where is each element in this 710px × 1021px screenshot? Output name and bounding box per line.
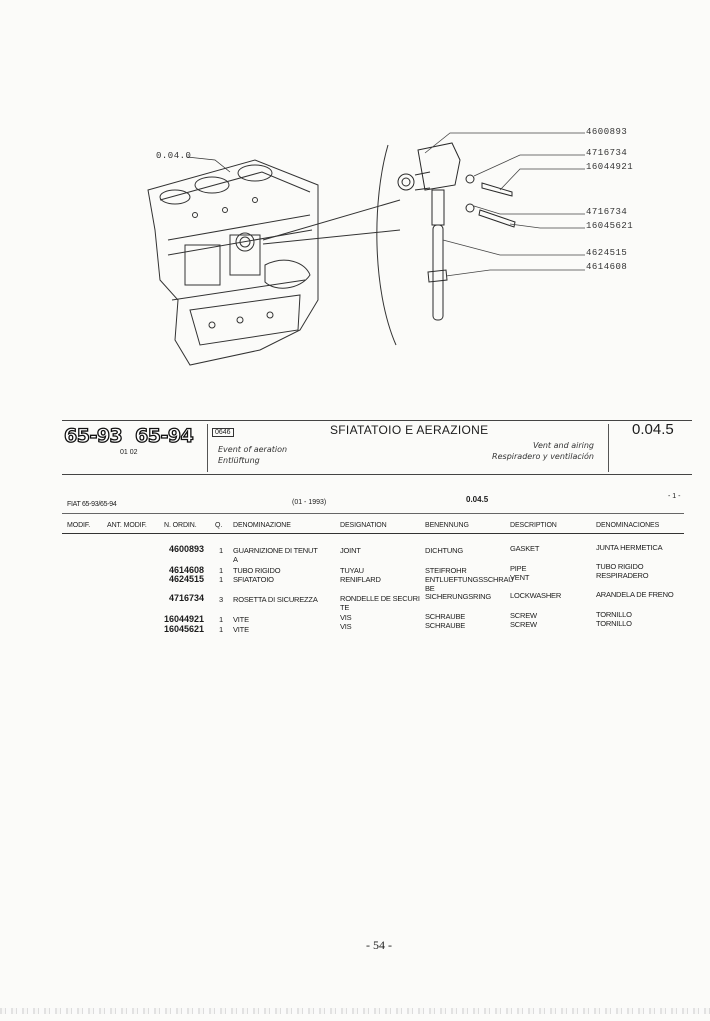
callout-4716734-a: 4716734 (586, 148, 628, 158)
group-label: 0.04.0 (156, 151, 192, 161)
callout-4614608: 4614608 (586, 262, 628, 272)
subtitle-english-2: Vent and airing (532, 441, 594, 450)
table-row-french: VIS (340, 613, 352, 622)
table-row-part-number: 4600893 (168, 544, 204, 554)
table-row-french: TUYAU (340, 566, 364, 575)
table-row-french: JOINT (340, 546, 361, 555)
table-row-german: SCHRAUBE (425, 621, 466, 630)
table-row-spanish: TUBO RIGIDO (596, 562, 644, 571)
header-top-rule (62, 420, 692, 421)
table-row-english: GASKET (510, 544, 540, 553)
table-row-qty: 1 (219, 575, 223, 584)
callout-16044921: 16044921 (586, 162, 634, 172)
callout-4624515: 4624515 (586, 248, 628, 258)
table-row-italian: VITE (233, 625, 249, 634)
table-row-french: RONDELLE DE SECURI TE (340, 594, 420, 612)
exploded-view-diagram (0, 0, 710, 400)
model-badge-1: 65-93 (64, 425, 123, 447)
table-row-english: VENT (510, 573, 530, 582)
catalog-reference: 0.04.5 (466, 495, 489, 504)
col-n-ordin: N. ORDIN. (164, 522, 197, 529)
table-row-qty: 1 (219, 615, 223, 624)
columns-top-rule (62, 513, 684, 514)
header-divider-left (207, 424, 208, 472)
model-date: 01 02 (120, 449, 138, 456)
col-german: BENENNUNG (425, 522, 469, 529)
catalog-date: (01 - 1993) (292, 499, 327, 506)
col-french: DESIGNATION (340, 522, 387, 529)
table-row-part-number: 16045621 (163, 624, 204, 634)
table-row-qty: 1 (219, 566, 223, 575)
subtitle-german: Entlüftung (218, 456, 260, 465)
table-row-part-number: 4716734 (168, 593, 204, 603)
sheet-number: - 1 - (668, 493, 681, 500)
table-row-german: DICHTUNG (425, 546, 463, 555)
callout-4600893: 4600893 (586, 127, 628, 137)
table-row-italian: GUARNIZIONE DI TENUT A (233, 546, 318, 564)
table-row-spanish: JUNTA HERMETICA (596, 543, 663, 552)
table-row-german: STEIFROHR (425, 566, 467, 575)
subtitle-spanish: Respiradero y ventilación (492, 452, 594, 461)
table-row-italian: TUBO RIGIDO (233, 566, 281, 575)
col-english: DESCRIPTION (510, 522, 557, 529)
table-row-qty: 1 (219, 546, 223, 555)
table-row-french: VIS (340, 622, 352, 631)
callout-16045621: 16045621 (586, 221, 634, 231)
col-modif: MODIF. (67, 522, 91, 529)
table-row-italian: VITE (233, 615, 249, 624)
table-row-spanish: TORNILLO (596, 610, 632, 619)
table-row-italian: SFIATATOIO (233, 575, 274, 584)
table-row-part-number: 16044921 (163, 614, 204, 624)
table-row-german: ENTLUEFTUNGSSCHRAU BE (425, 575, 514, 593)
header-bottom-rule (62, 474, 692, 475)
col-italian: DENOMINAZIONE (233, 522, 291, 529)
scan-edge (0, 1008, 710, 1014)
table-row-spanish: TORNILLO (596, 619, 632, 628)
table-row-english: SCREW (510, 620, 537, 629)
callout-4716734-b: 4716734 (586, 207, 628, 217)
section-reference: 0.04.5 (632, 421, 674, 438)
table-row-german: SCHRAUBE (425, 612, 466, 621)
table-row-italian: ROSETTA DI SICUREZZA (233, 595, 318, 604)
col-qty: Q. (215, 522, 223, 529)
col-ant-modif: ANT. MODIF. (107, 522, 147, 529)
table-row-spanish: RESPIRADERO (596, 571, 649, 580)
table-row-german: SICHERUNGSRING (425, 592, 491, 601)
header-divider-right (608, 424, 609, 472)
table-row-spanish: ARANDELA DE FRENO (596, 590, 674, 599)
col-spanish: DENOMINACIONES (596, 522, 660, 529)
table-row-english: LOCKWASHER (510, 591, 562, 600)
table-row-english: SCREW (510, 611, 537, 620)
table-row-french: RENIFLARD (340, 575, 381, 584)
table-row-english: PIPE (510, 564, 527, 573)
table-row-qty: 1 (219, 625, 223, 634)
model-name: FIAT 65-93/65-94 (67, 501, 117, 508)
table-row-part-number: 4614608 (168, 565, 204, 575)
model-badge-2: 65-94 (135, 425, 194, 447)
table-row-qty: 3 (219, 595, 223, 604)
subtitle-english: Event of aeration (218, 445, 288, 454)
page-number: - 54 - (366, 938, 392, 952)
columns-bottom-rule (62, 533, 684, 534)
section-title: SFIATATOIO E AERAZIONE (330, 423, 489, 437)
table-row-part-number: 4624515 (168, 574, 204, 584)
section-code: 0646 (212, 428, 234, 437)
